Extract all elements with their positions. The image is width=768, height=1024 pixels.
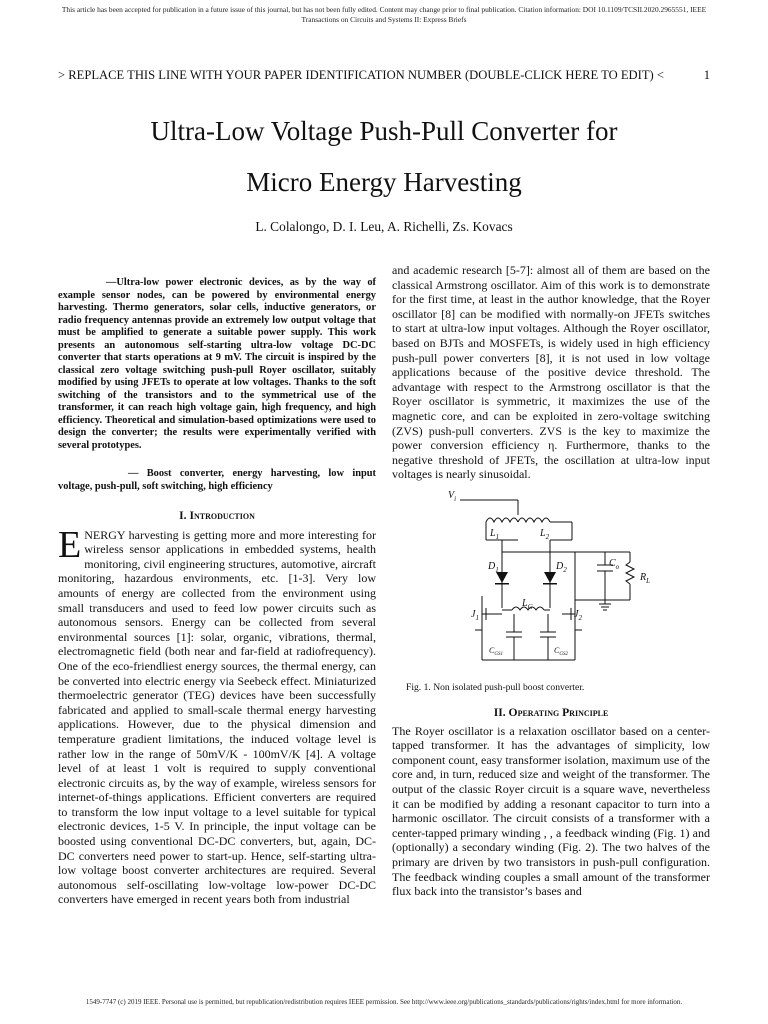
drop-cap: E (58, 523, 82, 566)
right-column-bottom (392, 706, 710, 899)
intro-paragraph (58, 523, 376, 907)
acceptance-notice (0, 5, 768, 25)
label-cgs2: $C_{GS2}$ (554, 646, 568, 657)
figure-caption: Fig. 1. Non isolated push-pull boost converter. (406, 682, 585, 693)
label-d1: $D_1$ (488, 561, 499, 574)
operating-principle-text: The Royer oscillator is a relaxation oscillator based on a center-tapped transformer. It has the advantages of simplicity, low component count, easy transformer isolation, maximum use of the core and, in turn, reduced size and weight of the transformer. The output of the classic Royer circuit is a square wave, nevertheless it can be modified by adding a resonant capacitor to turn into a harmonic oscillator. The circuit consists of a transformer with a center-tapped primary winding , , a feedback winding (Fig. 1) and (optionally) a secondary winding (Fig. 2). The two halves of the primary are driven by two transistors in push-pull configuration. The feedback winding couples a small amount of the transformer flux back into the transistor’s bases and (392, 723, 710, 899)
abstract: —Ultra-low power electronic devices, as by the way of example sensor nodes, can be powered by environmental energy harvesting. Thermo generators, solar cells, inductive generators, or radio frequency antennas provide an extremely low output voltage that must be amplified to generate a suitable power supply. This work presents an autonomous self-starting ultra-low voltage DC-DC converter that starts operations at 9 mV. The circuit is inspired by the classical zero voltage switching push-pull Royer oscillator, suitably modified by using JFETs to operate at low voltages. Thanks to the soft switching of the transistors and to the symmetrical use of the transformer, it can reach high voltage gain, high frequency, and high efficiency. Theoretical and simulation-based optimizations were used to design the converter; the results were experimentally verified with several prototypes. (58, 277, 376, 451)
label-cgs1: $C_{GS1}$ (489, 646, 503, 657)
right-column-top (392, 263, 710, 482)
circuit-figure (435, 483, 650, 673)
header-text: > REPLACE THIS LINE WITH YOUR PAPER IDENTIFICATION NUMBER (DOUBLE-CLICK HERE TO EDIT) < (58, 68, 664, 82)
section-title: Operating Principle (508, 706, 609, 719)
label-j1: $J_1$ (471, 609, 479, 622)
notice-line-2: Transactions on Circuits and Systems II: Express Briefs (301, 15, 467, 24)
section-number: I. (179, 509, 187, 522)
copyright-footer: 1549-7747 (c) 2019 IEEE. Personal use is permitted, but republication/redistribution requires IEEE permission. See http://www.ieee.org/publications_standards/publications/rights/index.html for more information. (85, 998, 683, 1006)
section-heading-operating-principle (392, 706, 710, 721)
running-header (58, 68, 710, 83)
intro-text: NERGY harvesting is getting more and more interesting for wireless sensor applications in embedded systems, health monitoring, civil engineering structures, automotive, aircraft monitoring, hazardous environments, etc. [1-3]. Very low amounts of energy are collected from the environment using small transducers and used to feed low power circuits such as autonomous sensors. Energy can be collected from several environmental sources [1]: solar, organic, vibrations, thermal, electromagnetic field (both near and far-field at radiofrequency). One of the eco-friendliest energy sources, the thermal energy, can be converted into electric energy via Seebeck effect. Miniaturized thermoelectric generator (TEG) devices have been successfully fabricated and applied to small-scale thermal energy harvesting applications. However, due to the physical dimension and temperature gradient limitations, the induced voltage level is rather low in the range of 50mV/K - 100mV/K [4]. A voltage level of at least 1 volt is required to supply conventional electronic circuits as, by the way of example, wireless sensors for internet-of-things applications. Efficient converters are required to transform the low input voltage to a level suitable for typical electronic devices, 1-5 V. In principle, the input voltage can be boosted using conventional DC-DC converters, but, again, DC-DC converters need power to start-up. Hence, self-starting ultra-low voltage boost converter architectures are required. Several autonomous self-oscillating low-voltage low-power DC-DC converters have emerged in recent years both from industrial (58, 527, 376, 907)
label-co: $C_o$ (609, 558, 620, 571)
section-number: II. (493, 706, 506, 719)
title-line-1: Ultra-Low Voltage Push-Pull Converter for (150, 116, 618, 146)
label-rl: $R_L$ (640, 572, 650, 585)
label-l2: $L_2$ (540, 528, 550, 541)
label-lg: $L_G$ (522, 598, 533, 611)
label-j2: $J_2$ (574, 609, 582, 622)
notice-line-1: This article has been accepted for publication in a future issue of this journal, but has not been fully edited. Content may change prior to final publication. Citation information: DOI 10.1109/TCSII.2020.2965551, IEEE (61, 5, 707, 14)
index-terms: — Boost converter, energy harvesting, low input voltage, push-pull, soft switching, high efficiency (58, 468, 376, 492)
authors: L. Colalongo, D. I. Leu, A. Richelli, Zs. Kovacs (255, 219, 513, 234)
page-number: 1 (703, 68, 710, 82)
label-vi: $V_i$ (448, 490, 457, 503)
section-heading-introduction (58, 509, 376, 524)
title-line-2: Micro Energy Harvesting (246, 167, 522, 197)
intro-continuation: and academic research [5-7]: almost all of them are based on the classical Armstrong oscillator. Aim of this work is to demonstrate for the first time, at least in the author knowledge, that the Royer oscillator [8] can be modified with normally-on JFETs switches to start at ultra-low input voltages. Although the Royer oscillator, based on BJTs and MOSFETs, is widely used in high efficiency push-pull power converters [8], it is not used in low voltage applications because of the positive device threshold. The advantage with respect to the Armstrong oscillator is that the Royer oscillator is symmetric, it maximizes the use of the magnetic core, and can be exploited in zero-voltage switching (ZVS) push-pull converters. ZVS is the key to maximize the power conversion efficiency η. Furthermore, thanks to the negative threshold of JFETs, the oscillation at ultra-low input voltages is nearly sinusoidal. (392, 263, 710, 482)
label-d2: $D_2$ (556, 561, 567, 574)
label-l1: $L_1$ (490, 528, 500, 541)
left-column (58, 277, 376, 907)
section-title: Introduction (189, 509, 255, 522)
